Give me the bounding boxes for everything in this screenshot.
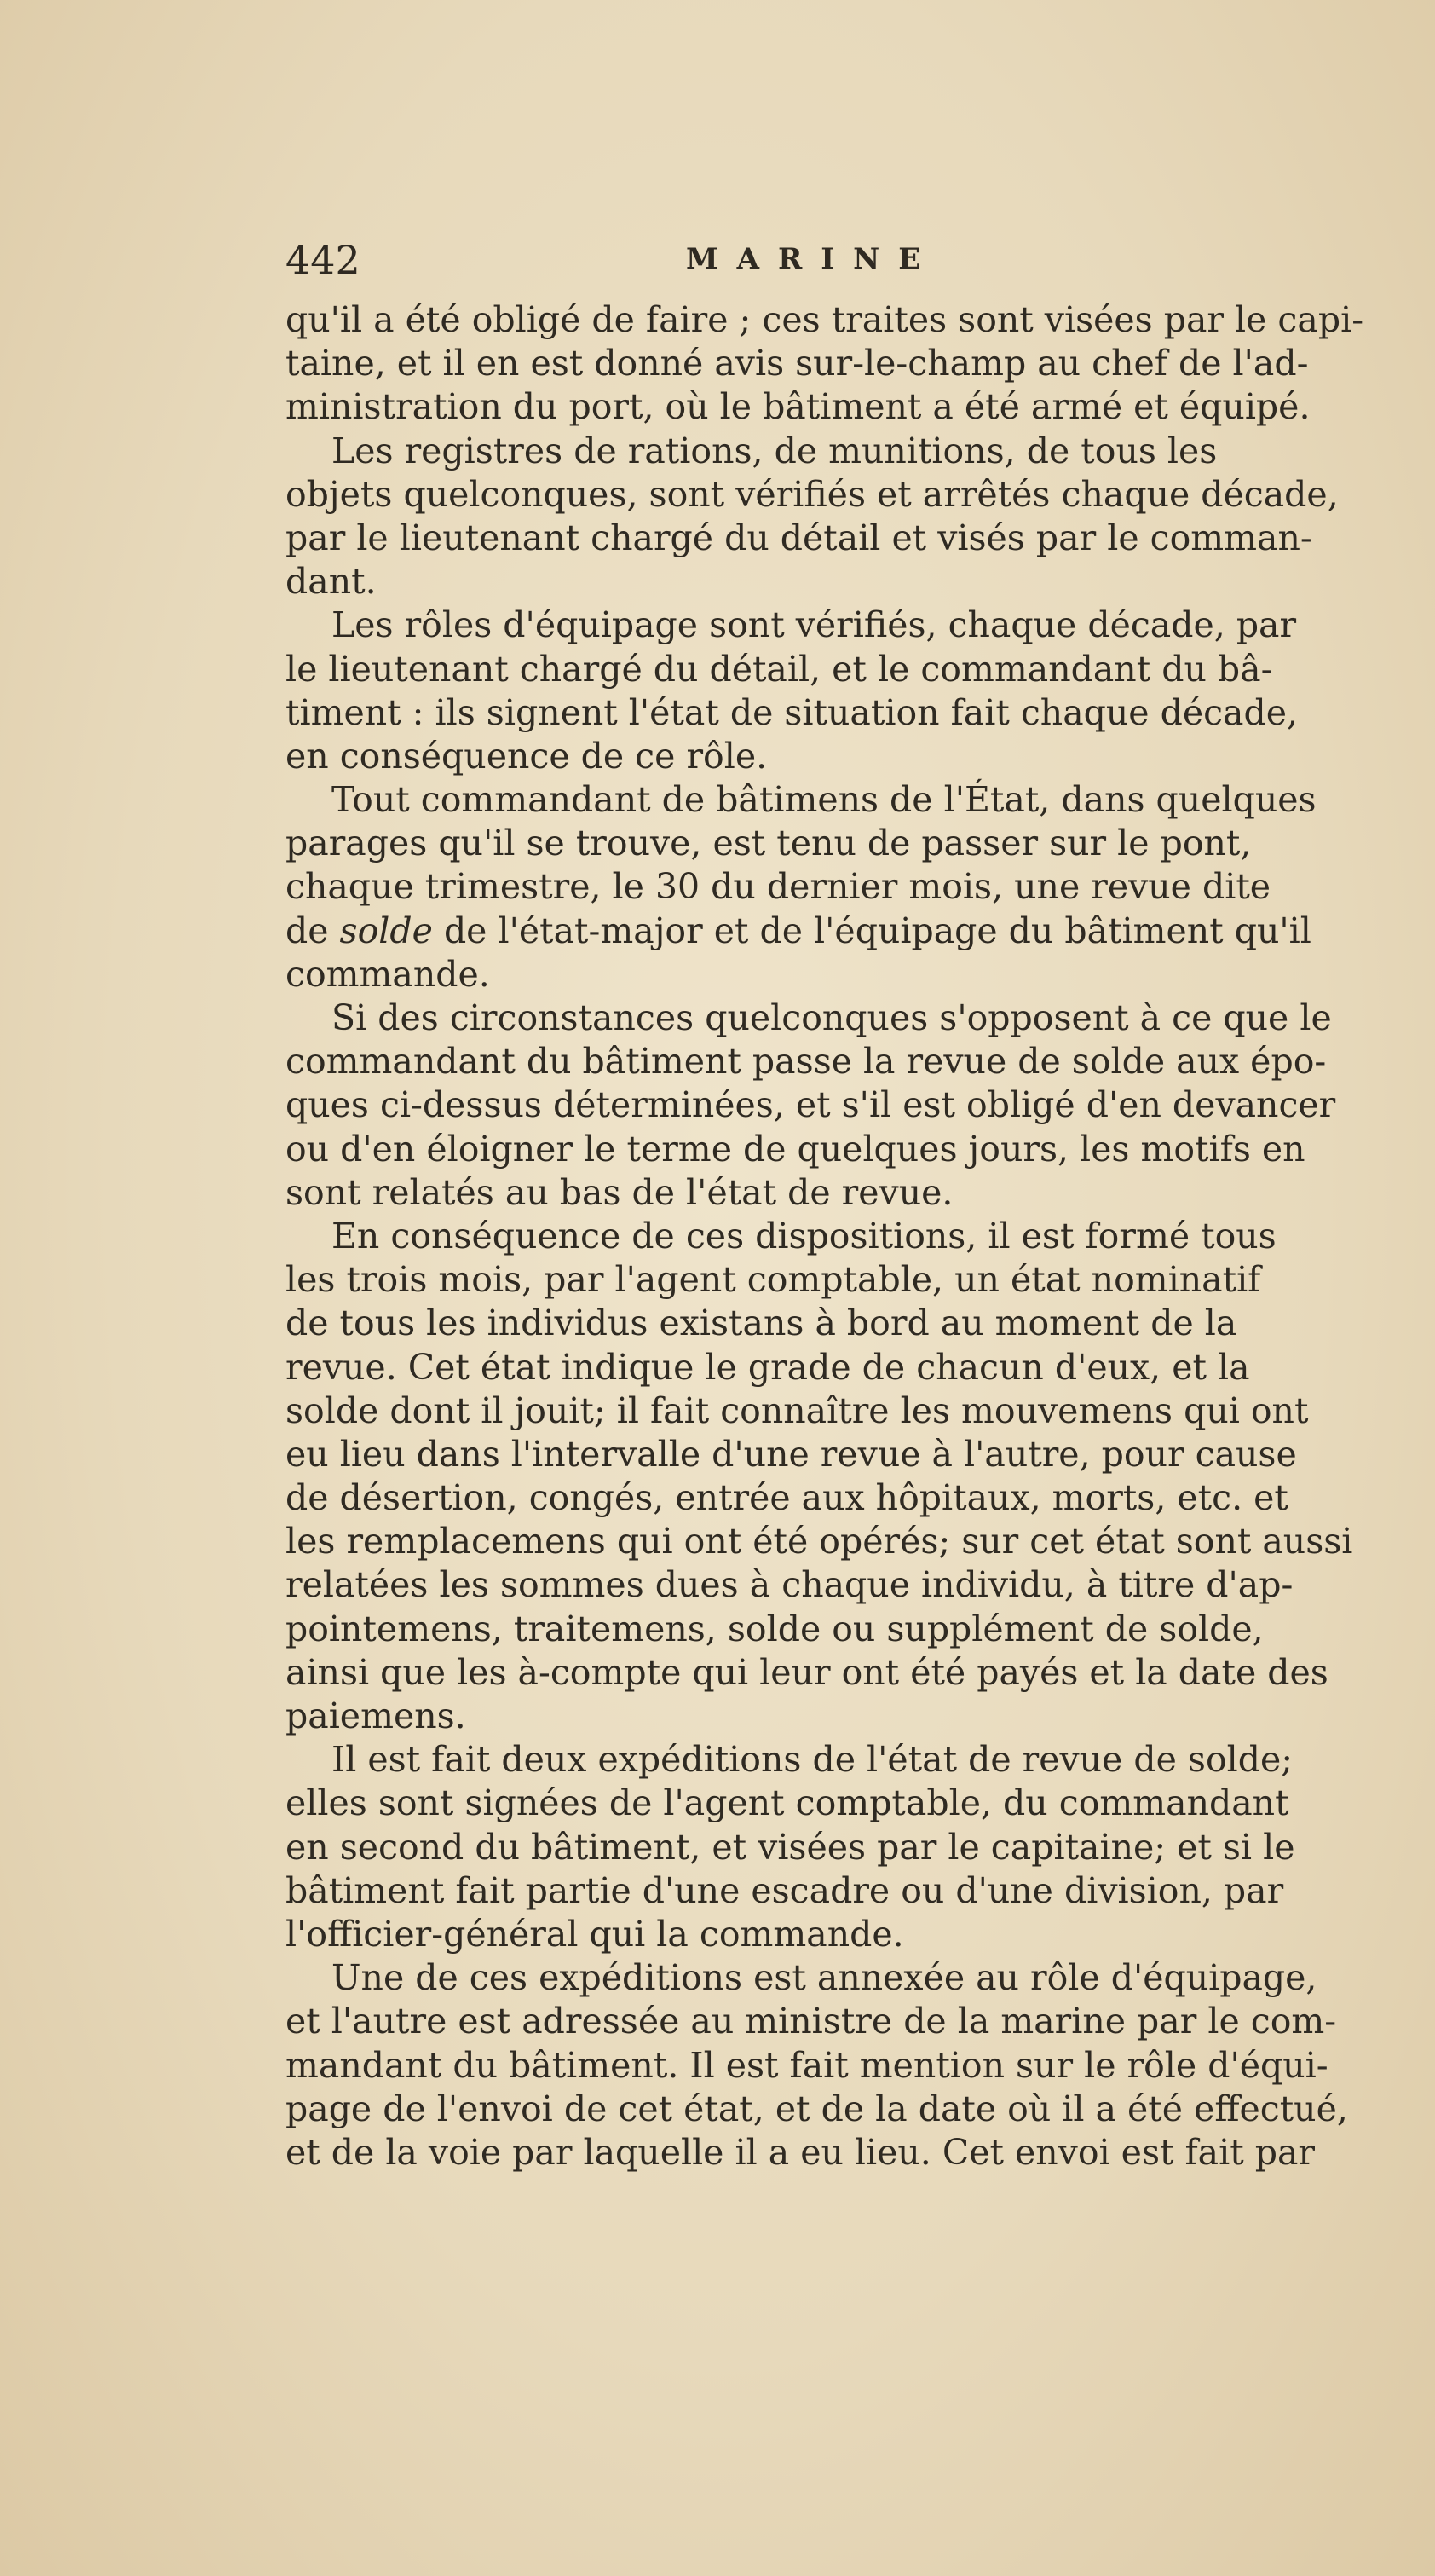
text-line-content: Les rôles d'équipage sont vérifiés, chaque décade, par [331,604,1297,646]
text-line: de désertion, congés, entrée aux hôpitaux, morts, etc. et [285,1477,1288,1519]
text-line: qu'il a été obligé de faire ; ces traites sont visées par le capi- [285,299,1364,340]
text-line: eu lieu dans l'intervalle d'une revue à l'autre, pour cause [285,1433,1297,1475]
text-line: objets quelconques, sont vérifiés et arrêtés chaque décade, [285,473,1339,515]
text-line: solde dont il jouit; il fait connaître les mouvemens qui ont [285,1389,1309,1431]
text-line: et de la voie par laquelle il a eu lieu. Cet envoi est fait par [285,2131,1316,2173]
text-line: les trois mois, par l'agent comptable, un état nominatif [285,1259,1261,1301]
text-line-content: Une de ces expéditions est annexée au rôle d'équipage, [331,1957,1317,1999]
text-line [285,1956,1393,2000]
text-line: dant. [285,561,377,603]
text-line: page de l'envoi de cet état, et de la date où il a été effectué, [285,2088,1348,2129]
text-line: sont relatés au bas de l'état de revue. [285,1171,954,1213]
text-line: en conséquence de ce rôle. [285,735,768,777]
text-line [285,1215,1393,1258]
page-header [285,237,1138,288]
text-line [285,996,1393,1040]
text-line: l'officier-général qui la commande. [285,1913,904,1955]
text-line: revue. Cet état indique le grade de chacun d'eux, et la [285,1346,1250,1388]
text-line-content: Si des circonstances quelconques s'opposent à ce que le [331,997,1332,1038]
text-line [285,1738,1393,1782]
text-line-content: Les registres de rations, de munitions, de tous les [331,430,1218,471]
text-line: et l'autre est adressée au ministre de la marine par le com- [285,2001,1337,2042]
text-line [285,910,1393,953]
text-line: ainsi que les à-compte qui leur ont été payés et la date des [285,1651,1328,1693]
text-line-content: Il est fait deux expéditions de l'état de revue de solde; [331,1739,1294,1781]
text-line: ou d'en éloigner le terme de quelques jours, les motifs en [285,1128,1305,1170]
text-line: commandant du bâtiment passe la revue de solde aux épo- [285,1041,1327,1083]
text-line: bâtiment fait partie d'une escadre ou d'une division, par [285,1869,1284,1911]
text-line [285,778,1393,822]
text-line [285,604,1393,647]
text-line: mandant du bâtiment. Il est fait mention sur le rôle d'équi- [285,2044,1328,2086]
text-line: ques ci-dessus déterminées, et s'il est obligé d'en devancer [285,1084,1336,1126]
text-line: par le lieutenant chargé du détail et visés par le comman- [285,517,1312,558]
body-text [285,298,1393,2175]
text-line: les remplacemens qui ont été opérés; sur cet état sont aussi [285,1521,1353,1562]
text-line-prefix: de [285,910,340,951]
text-line: elles sont signées de l'agent comptable, du commandant [285,1782,1289,1824]
text-line: paiemens. [285,1695,466,1736]
text-line: le lieutenant chargé du détail, et le commandant du bâ- [285,648,1273,690]
text-line [285,430,1393,473]
italic-term: solde [339,910,433,951]
text-line: taine, et il en est donné avis sur-le-champ au chef de l'ad- [285,343,1309,384]
text-line: parages qu'il se trouve, est tenu de passer sur le pont, [285,823,1252,864]
text-line: pointemens, traitemens, solde ou supplément de solde, [285,1608,1264,1649]
text-line: relatées les sommes dues à chaque individu, à titre d'ap- [285,1564,1294,1606]
page-number: 442 [285,237,360,283]
text-line: en second du bâtiment, et visées par le capitaine; et si le [285,1826,1295,1868]
text-line-suffix: de l'état-major et de l'équipage du bâtiment qu'il [432,910,1311,951]
text-line-content: Tout commandant de bâtimens de l'État, dans quelques [331,779,1317,821]
text-line-content: En conséquence de ces dispositions, il est formé tous [331,1215,1277,1256]
text-line: timent : ils signent l'état de situation fait chaque décade, [285,691,1299,733]
text-line: ministration du port, où le bâtiment a été armé et équipé. [285,386,1311,428]
running-head: MARINE [686,242,940,276]
text-line: de tous les individus existans à bord au moment de la [285,1302,1237,1344]
text-line: chaque trimestre, le 30 du dernier mois, une revue dite [285,866,1271,908]
text-line: commande. [285,953,490,995]
